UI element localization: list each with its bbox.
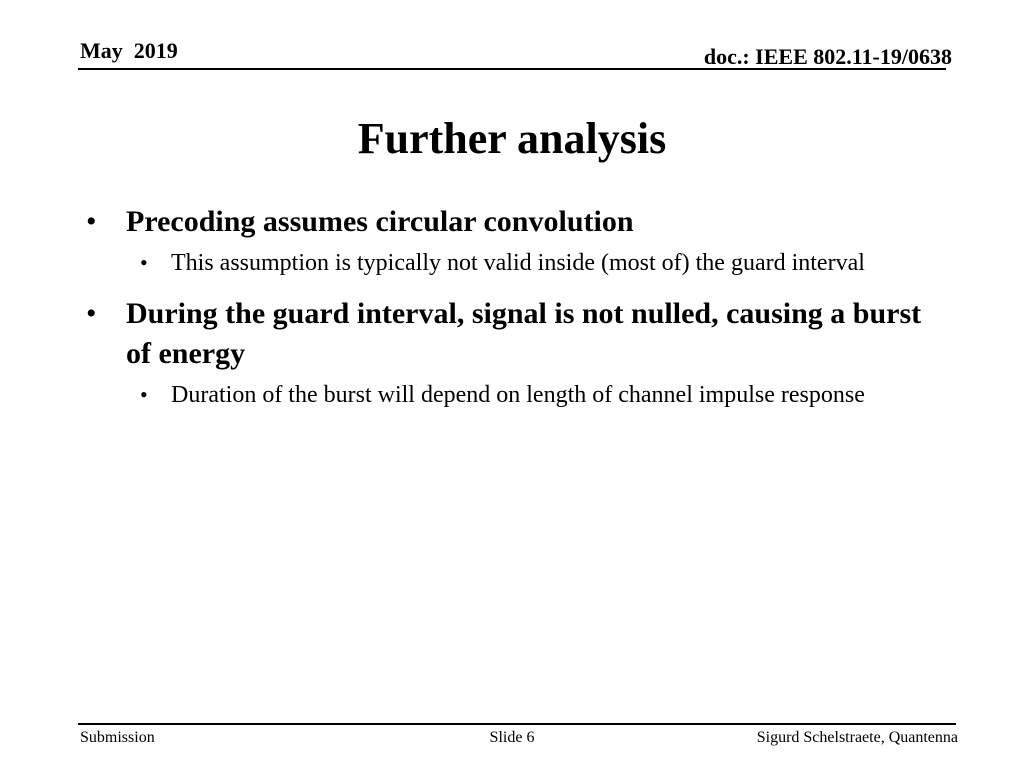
footer-rule — [78, 723, 956, 725]
header-doc-id: doc.: IEEE 802.11-19/0638 — [703, 44, 952, 69]
sub-bullet-dot-icon: • — [140, 382, 148, 407]
bullet-list — [86, 202, 936, 426]
bullet-text: During the guard interval, signal is not nulled, causing a burst of energy — [126, 297, 922, 370]
header-date: May 2019 — [80, 38, 178, 63]
bullet-text: Precoding assumes circular convolution — [126, 205, 634, 238]
bullet-dot-icon: • — [86, 205, 97, 238]
sub-bullet-item — [126, 378, 936, 412]
bullet-item — [86, 294, 936, 412]
sub-list — [126, 378, 936, 412]
sub-bullet-item — [126, 246, 936, 280]
sub-bullet-dot-icon: • — [140, 250, 148, 275]
sub-bullet-text: Duration of the burst will depend on length of channel impulse response — [171, 382, 865, 408]
bullet-item — [86, 202, 936, 280]
header-rule — [78, 68, 946, 70]
footer-submission: Submission — [80, 729, 155, 746]
footer-slide-number: Slide 6 — [489, 729, 535, 746]
bullet-dot-icon: • — [86, 297, 97, 330]
slide-title: Further analysis — [357, 114, 667, 163]
sub-bullet-text: This assumption is typically not valid inside (most of) the guard interval — [171, 250, 865, 276]
footer-author: Sigurd Schelstraete, Quantenna — [756, 729, 958, 746]
sub-list — [126, 246, 936, 280]
